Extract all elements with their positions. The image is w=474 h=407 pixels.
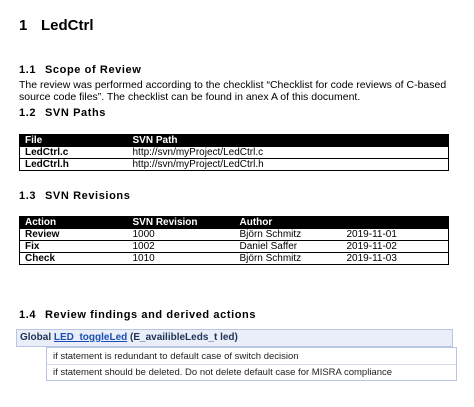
document-heading bbox=[19, 17, 94, 34]
global-label: Global bbox=[20, 332, 52, 343]
revision-cell: 1000 bbox=[128, 229, 235, 241]
svn-paths-table bbox=[19, 134, 449, 171]
section-number: 1.4 bbox=[19, 309, 37, 321]
date-cell: 2019-11-01 bbox=[342, 229, 449, 241]
table-row bbox=[20, 253, 449, 265]
table-header-row bbox=[20, 134, 449, 147]
section-number: 1.2 bbox=[19, 107, 37, 119]
heading-title: LedCtrl bbox=[41, 17, 94, 34]
svn-revisions-table bbox=[19, 216, 449, 265]
function-link[interactable]: LED_toggleLed bbox=[53, 332, 128, 343]
list-item: if statement is redundant to default case of switch decision bbox=[53, 351, 299, 362]
header-svn-revision: SVN Revision bbox=[128, 216, 235, 229]
file-cell: LedCtrl.h bbox=[20, 159, 128, 171]
table-header-row bbox=[20, 216, 449, 229]
date-cell: 2019-11-03 bbox=[342, 253, 449, 265]
table-row bbox=[20, 229, 449, 241]
findings-list bbox=[46, 347, 457, 381]
section-title: Review findings and derived actions bbox=[45, 309, 257, 321]
function-args: (E_availibleLeds_t led) bbox=[130, 332, 238, 343]
section-heading-paths bbox=[19, 107, 106, 119]
section-heading-scope bbox=[19, 64, 141, 76]
table-row bbox=[20, 147, 449, 159]
author-cell: Daniel Saffer bbox=[235, 241, 342, 253]
table-row bbox=[20, 241, 449, 253]
author-cell: Björn Schmitz bbox=[235, 253, 342, 265]
section-number: 1.1 bbox=[19, 64, 37, 76]
header-svn-path: SVN Path bbox=[128, 134, 449, 147]
section-number: 1.3 bbox=[19, 190, 37, 202]
revision-cell: 1002 bbox=[128, 241, 235, 253]
section-heading-findings bbox=[19, 309, 256, 321]
divider bbox=[47, 364, 456, 365]
file-cell: LedCtrl.c bbox=[20, 147, 128, 159]
action-cell: Check bbox=[20, 253, 128, 265]
header-author: Author bbox=[235, 216, 342, 229]
section-title: SVN Revisions bbox=[45, 190, 131, 202]
author-cell: Björn Schmitz bbox=[235, 229, 342, 241]
svn-path-cell: http://svn/myProject/LedCtrl.c bbox=[128, 147, 449, 159]
function-signature-bar bbox=[16, 329, 453, 347]
list-item: if statement should be deleted. Do not delete default case for MISRA compliance bbox=[53, 367, 393, 378]
section-heading-revisions bbox=[19, 190, 130, 202]
section-title: Scope of Review bbox=[45, 64, 142, 76]
date-cell: 2019-11-02 bbox=[342, 241, 449, 253]
section-title: SVN Paths bbox=[45, 107, 107, 119]
action-cell: Fix bbox=[20, 241, 128, 253]
svn-path-cell: http://svn/myProject/LedCtrl.h bbox=[128, 159, 449, 171]
header-action: Action bbox=[20, 216, 128, 229]
heading-number: 1 bbox=[19, 17, 28, 34]
scope-paragraph: The review was performed according to the checklist “Checklist for code reviews of C-based source code files”. The checklist can be found in anex A of this document. bbox=[19, 79, 447, 103]
revision-cell: 1010 bbox=[128, 253, 235, 265]
header-date bbox=[342, 216, 449, 229]
header-file: File bbox=[20, 134, 128, 147]
action-cell: Review bbox=[20, 229, 128, 241]
table-row bbox=[20, 159, 449, 171]
